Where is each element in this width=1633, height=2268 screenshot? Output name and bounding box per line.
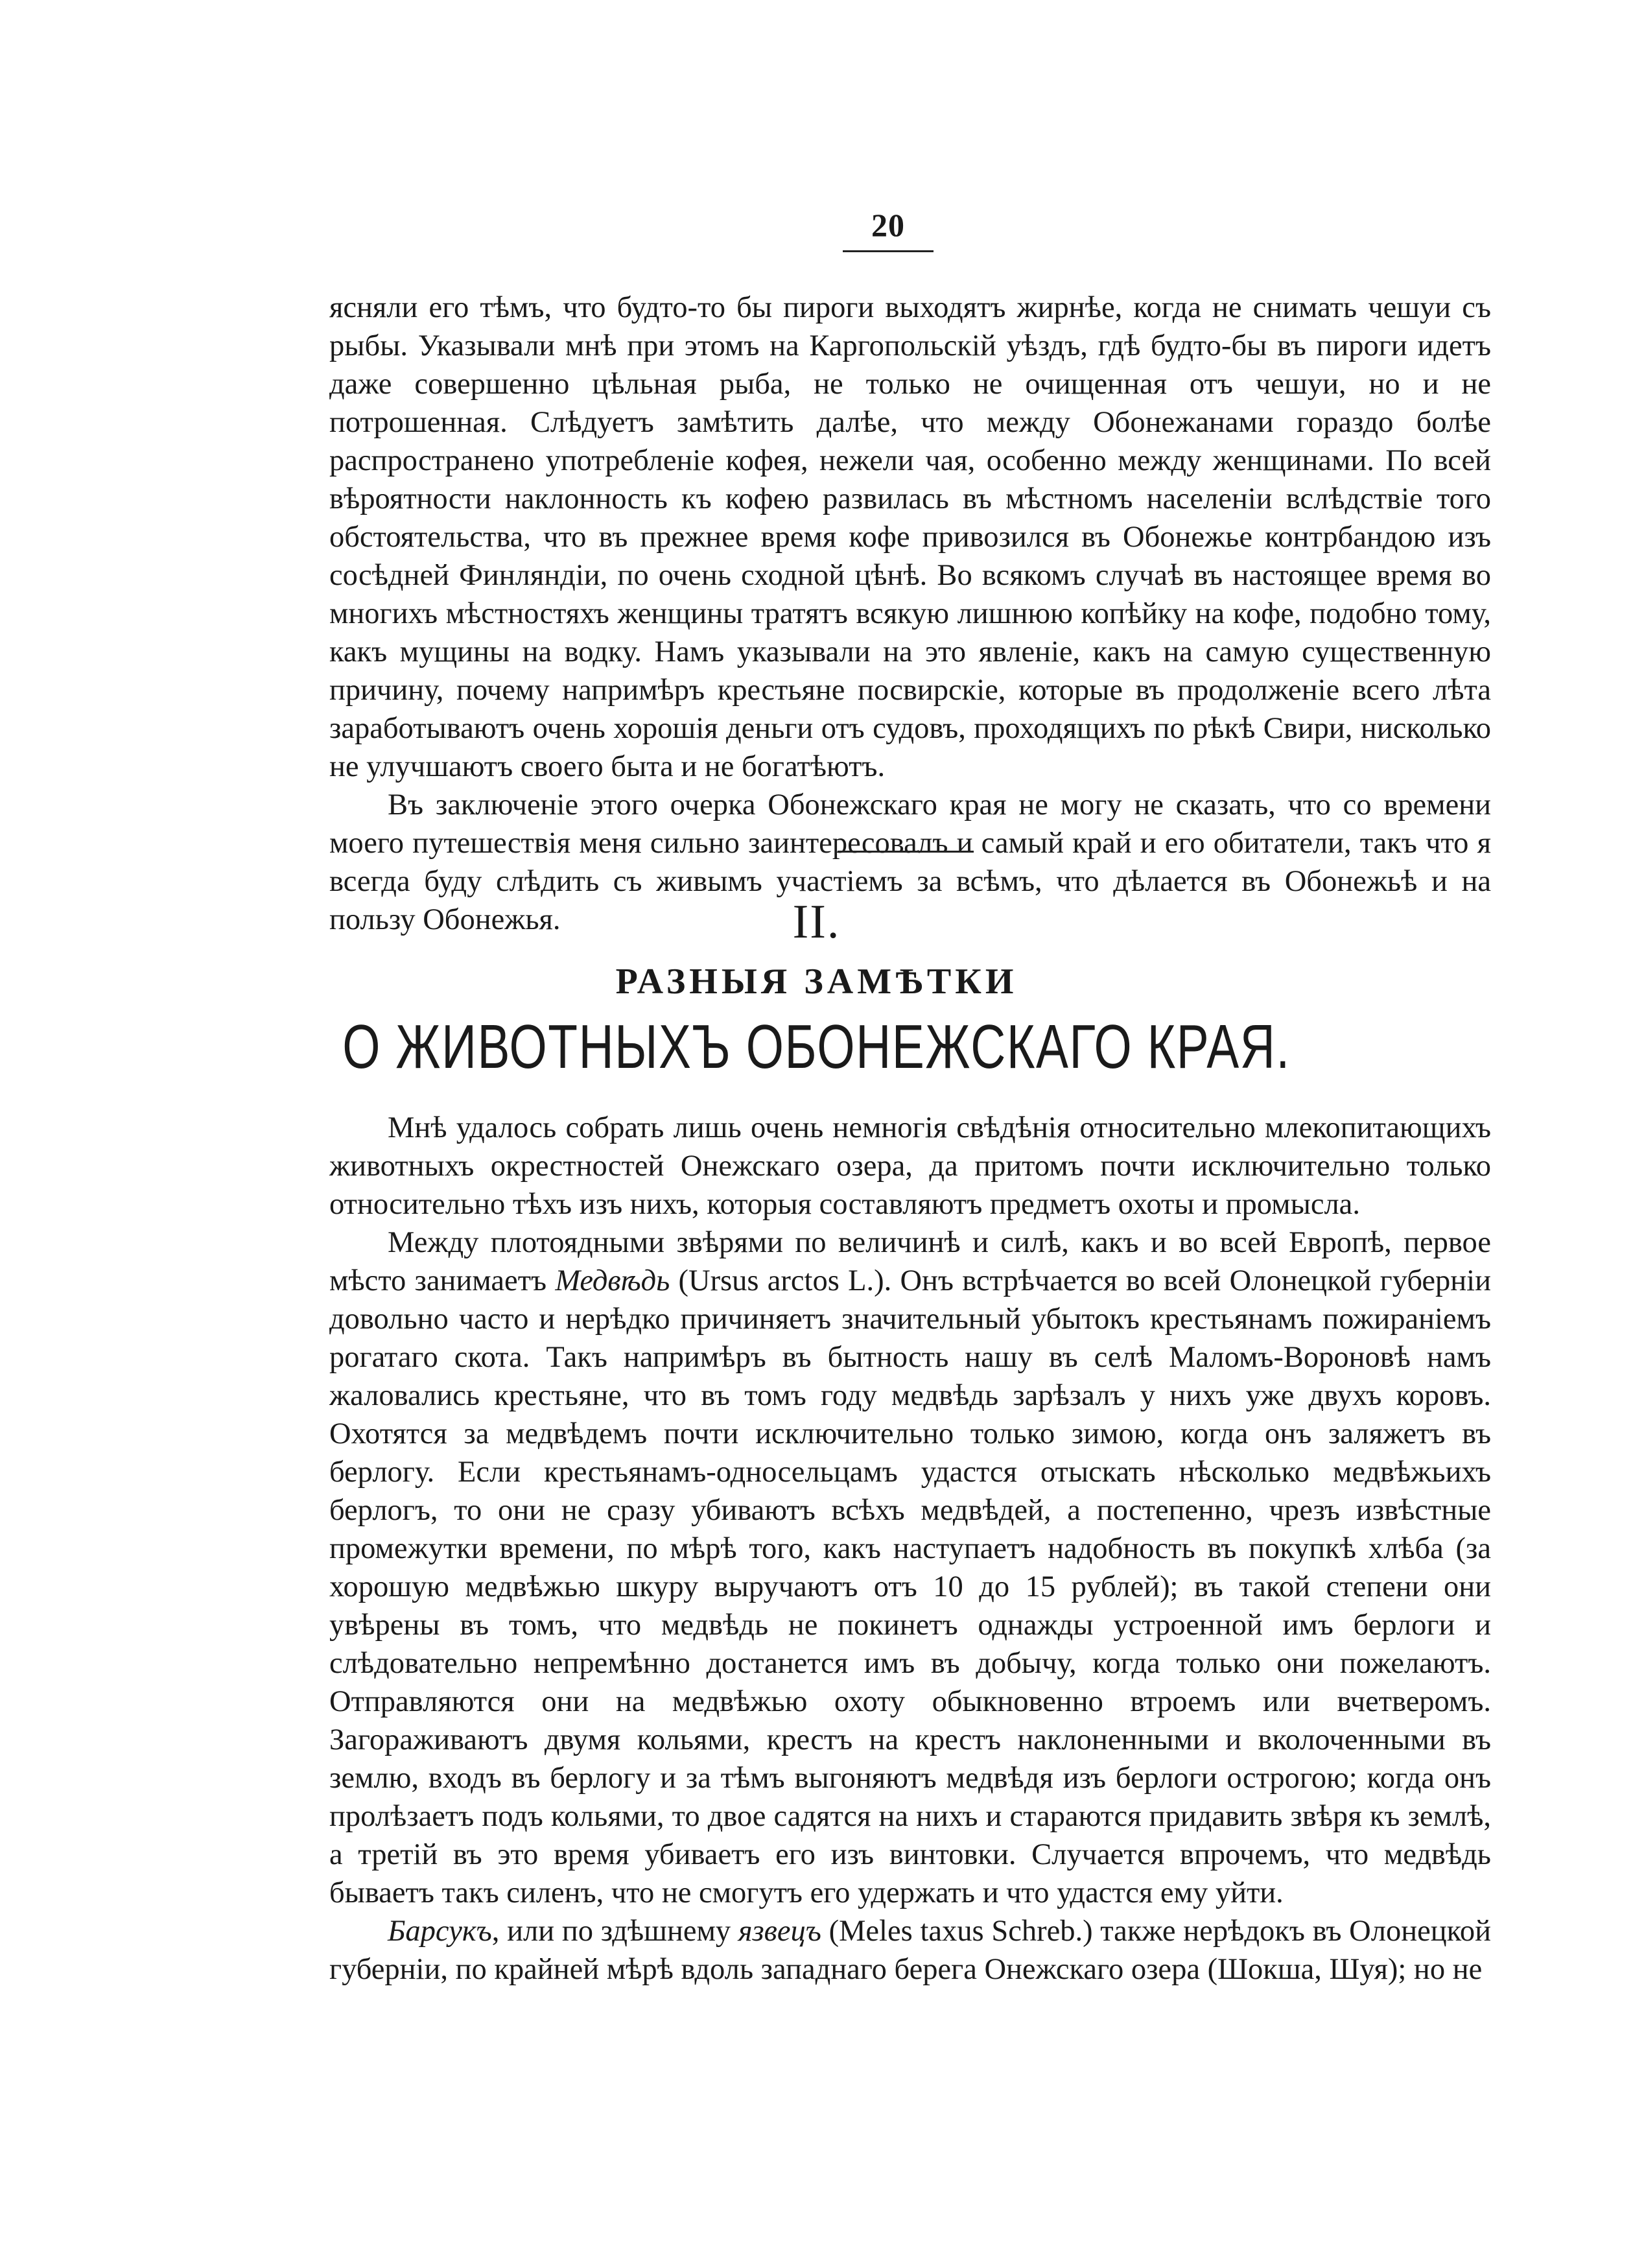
page-number: 20 [843,206,934,252]
body-paragraph-3 [329,1912,1491,1989]
body-paragraph-2 [329,1223,1491,1912]
body-paragraph-3-rest: (Meles taxus Schreb.) также нерѣдокъ въ Олонецкой губерніи, по крайней мѣрѣ вдоль западнаго берега Онежскаго озера (Шокша, Шуя); но не [329,1915,1491,1986]
intro-paragraph-2: Въ заключеніе этого очерка Обонежскаго края не могу не сказать, что со времени моего путешествія меня сильно заинтересовалъ и самый край и его обитатели, такъ что я всегда буду слѣдить съ живымъ участіемъ за всѣмъ, что дѣлается въ Обонежьѣ и на пользу Обонежья. [329,788,1491,936]
section-subtitle: РАЗНЫЯ ЗАМѢТКИ [615,962,1018,1002]
section-number: II. [792,895,841,949]
badger-local-term: язвецъ [738,1915,821,1948]
section-title: О ЖИВОТНЫХЪ ОБОНЕЖСКАГО КРАЯ. [342,1012,1291,1081]
body-paragraph-2-rest: (Ursus arctos L.). Онъ встрѣчается во всей Олонецкой губерніи довольно часто и нерѣдко причиняетъ значительный убытокъ крестьянамъ пожираніемъ рогатаго скота. Такъ напримѣръ въ бытность нашу въ селѣ Маломъ-Вороновѣ намъ жаловались крестьяне, что въ томъ году медвѣдь зарѣзалъ у нихъ уже двухъ коровъ. Охотятся за медвѣдемъ почти исключительно только зимою, когда онъ заляжетъ въ берлогу. Если крестьянамъ-односельцамъ удастся отыскать нѣсколько медвѣжьихъ берлогъ, то они не сразу убиваютъ всѣхъ медвѣдей, а постепенно, чрезъ извѣстные промежутки времени, по мѣрѣ того, какъ наступаетъ надобность въ покупкѣ хлѣба (за хорошую медвѣжью шкуру выручаютъ отъ 10 до 15 рублей); въ такой степени они увѣрены въ томъ, что медвѣдь не покинетъ однажды устроенной имъ берлоги и слѣдовательно непремѣнно достанется имъ въ добычу, когда только они пожелаютъ. Отправляются они на медвѣжью охоту обыкновенно втроемъ или вчетверомъ. Загораживаютъ двумя кольями, крестъ на крестъ наклоненными и вколоченными въ землю, входъ въ берлогу и за тѣмъ выгоняютъ медвѣдя изъ берлоги острогою; когда онъ пролѣзаетъ подъ кольями, то двое садятся на нихъ и стараются придавить звѣря къ землѣ, а третій въ это время убиваетъ его изъ винтовки. Случается впрочемъ, что медвѣдь бываетъ такъ силенъ, что не смогутъ его удержать и что удастся ему уйти. [329,1264,1491,1909]
section-divider [838,851,974,853]
bear-term: Медвѣдь [555,1264,670,1297]
intro-text [329,289,1491,939]
badger-term: Барсукъ [388,1915,492,1948]
body-text [329,1109,1491,1989]
intro-paragraph-1: ясняли его тѣмъ, что будто-то бы пироги выходятъ жирнѣе, когда не снимать чешуи съ рыбы. Указывали мнѣ при этомъ на Каргопольскій уѣздъ, гдѣ будто-бы въ пироги идетъ даже совершенно цѣльная рыба, не только не очищенная отъ чешуи, но и не потрошенная. Слѣдуетъ замѣтить далѣе, что между Обонежанами гораздо болѣе распространено употребленіе кофея, нежели чая, особенно между женщинами. По всей вѣроятности наклонность къ кофею развилась въ мѣстномъ населеніи вслѣдствіе того обстоятельства, что въ прежнее время кофе привозился въ Обонежье контрбандою изъ сосѣдней Финляндіи, по очень сходной цѣнѣ. Во всякомъ случаѣ въ настоящее время во многихъ мѣстностяхъ женщины тратятъ всякую лишнюю копѣйку на кофе, подобно тому, какъ мущины на водку. Намъ указывали на это явленіе, какъ на самую существенную причину, почему напримѣръ крестьяне посвирскіе, которые въ продолженіе всего лѣта заработываютъ очень хорошія деньги отъ судовъ, проходящихъ по рѣкѣ Свири, нисколько не улучшаютъ своего быта и не богатѣютъ. [329,291,1491,783]
body-paragraph-2-start: Между плотоядными звѣрями по величинѣ и силѣ, какъ и во всей Европѣ, первое мѣсто занимаетъ [329,1226,1491,1297]
body-paragraph-1: Мнѣ удалось собрать лишь очень немногія свѣдѣнія относительно млекопитающихъ животныхъ окрестностей Онежскаго озера, да притомъ почти исключительно только относительно тѣхъ изъ нихъ, которыя составляютъ предметъ охоты и промысла. [329,1111,1491,1221]
body-paragraph-3-mid: , или по здѣшнему [491,1915,738,1948]
